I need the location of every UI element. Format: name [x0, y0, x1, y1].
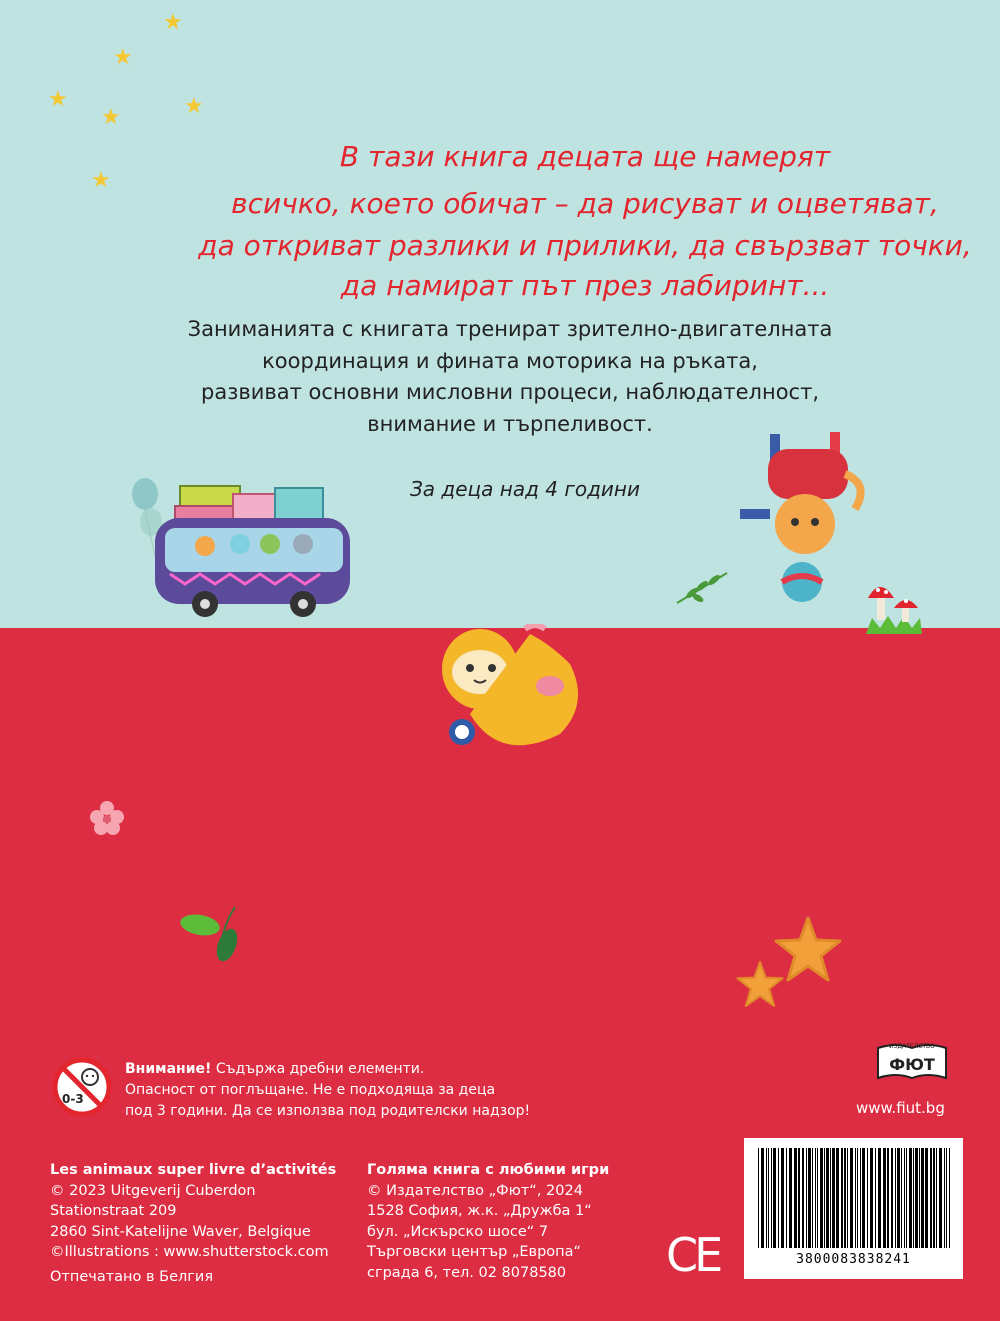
barcode-bars: [744, 1138, 963, 1250]
star-icon: ★: [48, 87, 68, 112]
publisher-website[interactable]: www.fiut.bg: [856, 1099, 945, 1117]
bg-line: 1528 София, ж.к. „Дружба 1“: [367, 1203, 592, 1219]
description-line: Заниманията с книгата тренират зрително-двигателната: [187, 317, 833, 341]
warning-line: под 3 години. Да се използва под родителски надзор!: [125, 1103, 531, 1119]
age-warning-badge: 0-3: [62, 1092, 84, 1106]
printed-in: Отпечатано в Белгия: [50, 1268, 214, 1285]
description-line: внимание и търпеливост.: [367, 412, 653, 436]
bg-line: © Издателство „Фют“, 2024: [367, 1182, 583, 1199]
sloth-illustration: [440, 624, 610, 764]
star-icon: ★: [113, 45, 133, 70]
intro-line: В тази книга децата ще намерят: [339, 140, 831, 173]
warning-text: [125, 1059, 545, 1122]
leaf-branch-icon: [672, 568, 732, 608]
star-icon: ★: [91, 168, 111, 193]
starfish-icon: [774, 916, 842, 982]
publisher-logo-text: ФЮТ: [889, 1055, 935, 1074]
ce-mark: CE: [666, 1228, 720, 1282]
original-line: ©Illustrations : www.shutterstock.com: [50, 1244, 329, 1260]
bg-line: сграда 6, тел. 02 8078580: [367, 1264, 567, 1281]
description-line: координация и фината моторика на ръката,: [262, 349, 758, 373]
bus-illustration: [125, 474, 355, 624]
original-line: © 2023 Uitgeverij Cuberdon: [50, 1182, 256, 1199]
flower-icon: [88, 800, 126, 836]
age-label: За деца над 4 години: [409, 477, 641, 501]
barcode: [744, 1138, 963, 1279]
starfish-icon: [736, 960, 784, 1008]
original-edition-info: [50, 1160, 336, 1287]
original-line: Stationstraat 209: [50, 1203, 177, 1219]
intro-line: всичко, което обичат – да рисуват и оцветяват,: [231, 187, 939, 220]
warning-line: Опасност от поглъщане. Не е подходяща за деца: [125, 1082, 496, 1098]
publisher-logo-small: ИЗДАТЕЛСТВО: [889, 1043, 935, 1050]
description-line: развиват основни мисловни процеси, наблюдателност,: [201, 380, 819, 404]
star-icon: ★: [184, 94, 204, 119]
warning-title: Внимание!: [125, 1061, 212, 1077]
intro-line: да намират път през лабиринт...: [340, 269, 830, 302]
barcode-number: 3800083838241: [796, 1252, 911, 1267]
original-title: Les animaux super livre d’activités: [50, 1162, 337, 1178]
intro-line: да откриват разлики и прилики, да свързват точки,: [198, 229, 972, 262]
star-icon: ★: [101, 105, 121, 130]
star-icon: ★: [163, 10, 183, 35]
age-warning-icon: [52, 1057, 112, 1117]
publisher-logo: [876, 1040, 948, 1082]
leaves-icon: [175, 905, 245, 965]
mushroom-illustration: [862, 576, 924, 636]
bg-edition-info: [367, 1160, 609, 1283]
warning-line: Съдържа дребни елементи.: [211, 1061, 425, 1077]
cat-on-ball-illustration: [740, 424, 870, 624]
original-line: 2860 Sint-Katelijne Waver, Belgique: [50, 1223, 311, 1240]
bg-line: Търговски център „Европа“: [367, 1244, 582, 1260]
bg-line: бул. „Искърско шосе“ 7: [367, 1223, 549, 1240]
bg-title: Голяма книга с любими игри: [367, 1162, 610, 1178]
